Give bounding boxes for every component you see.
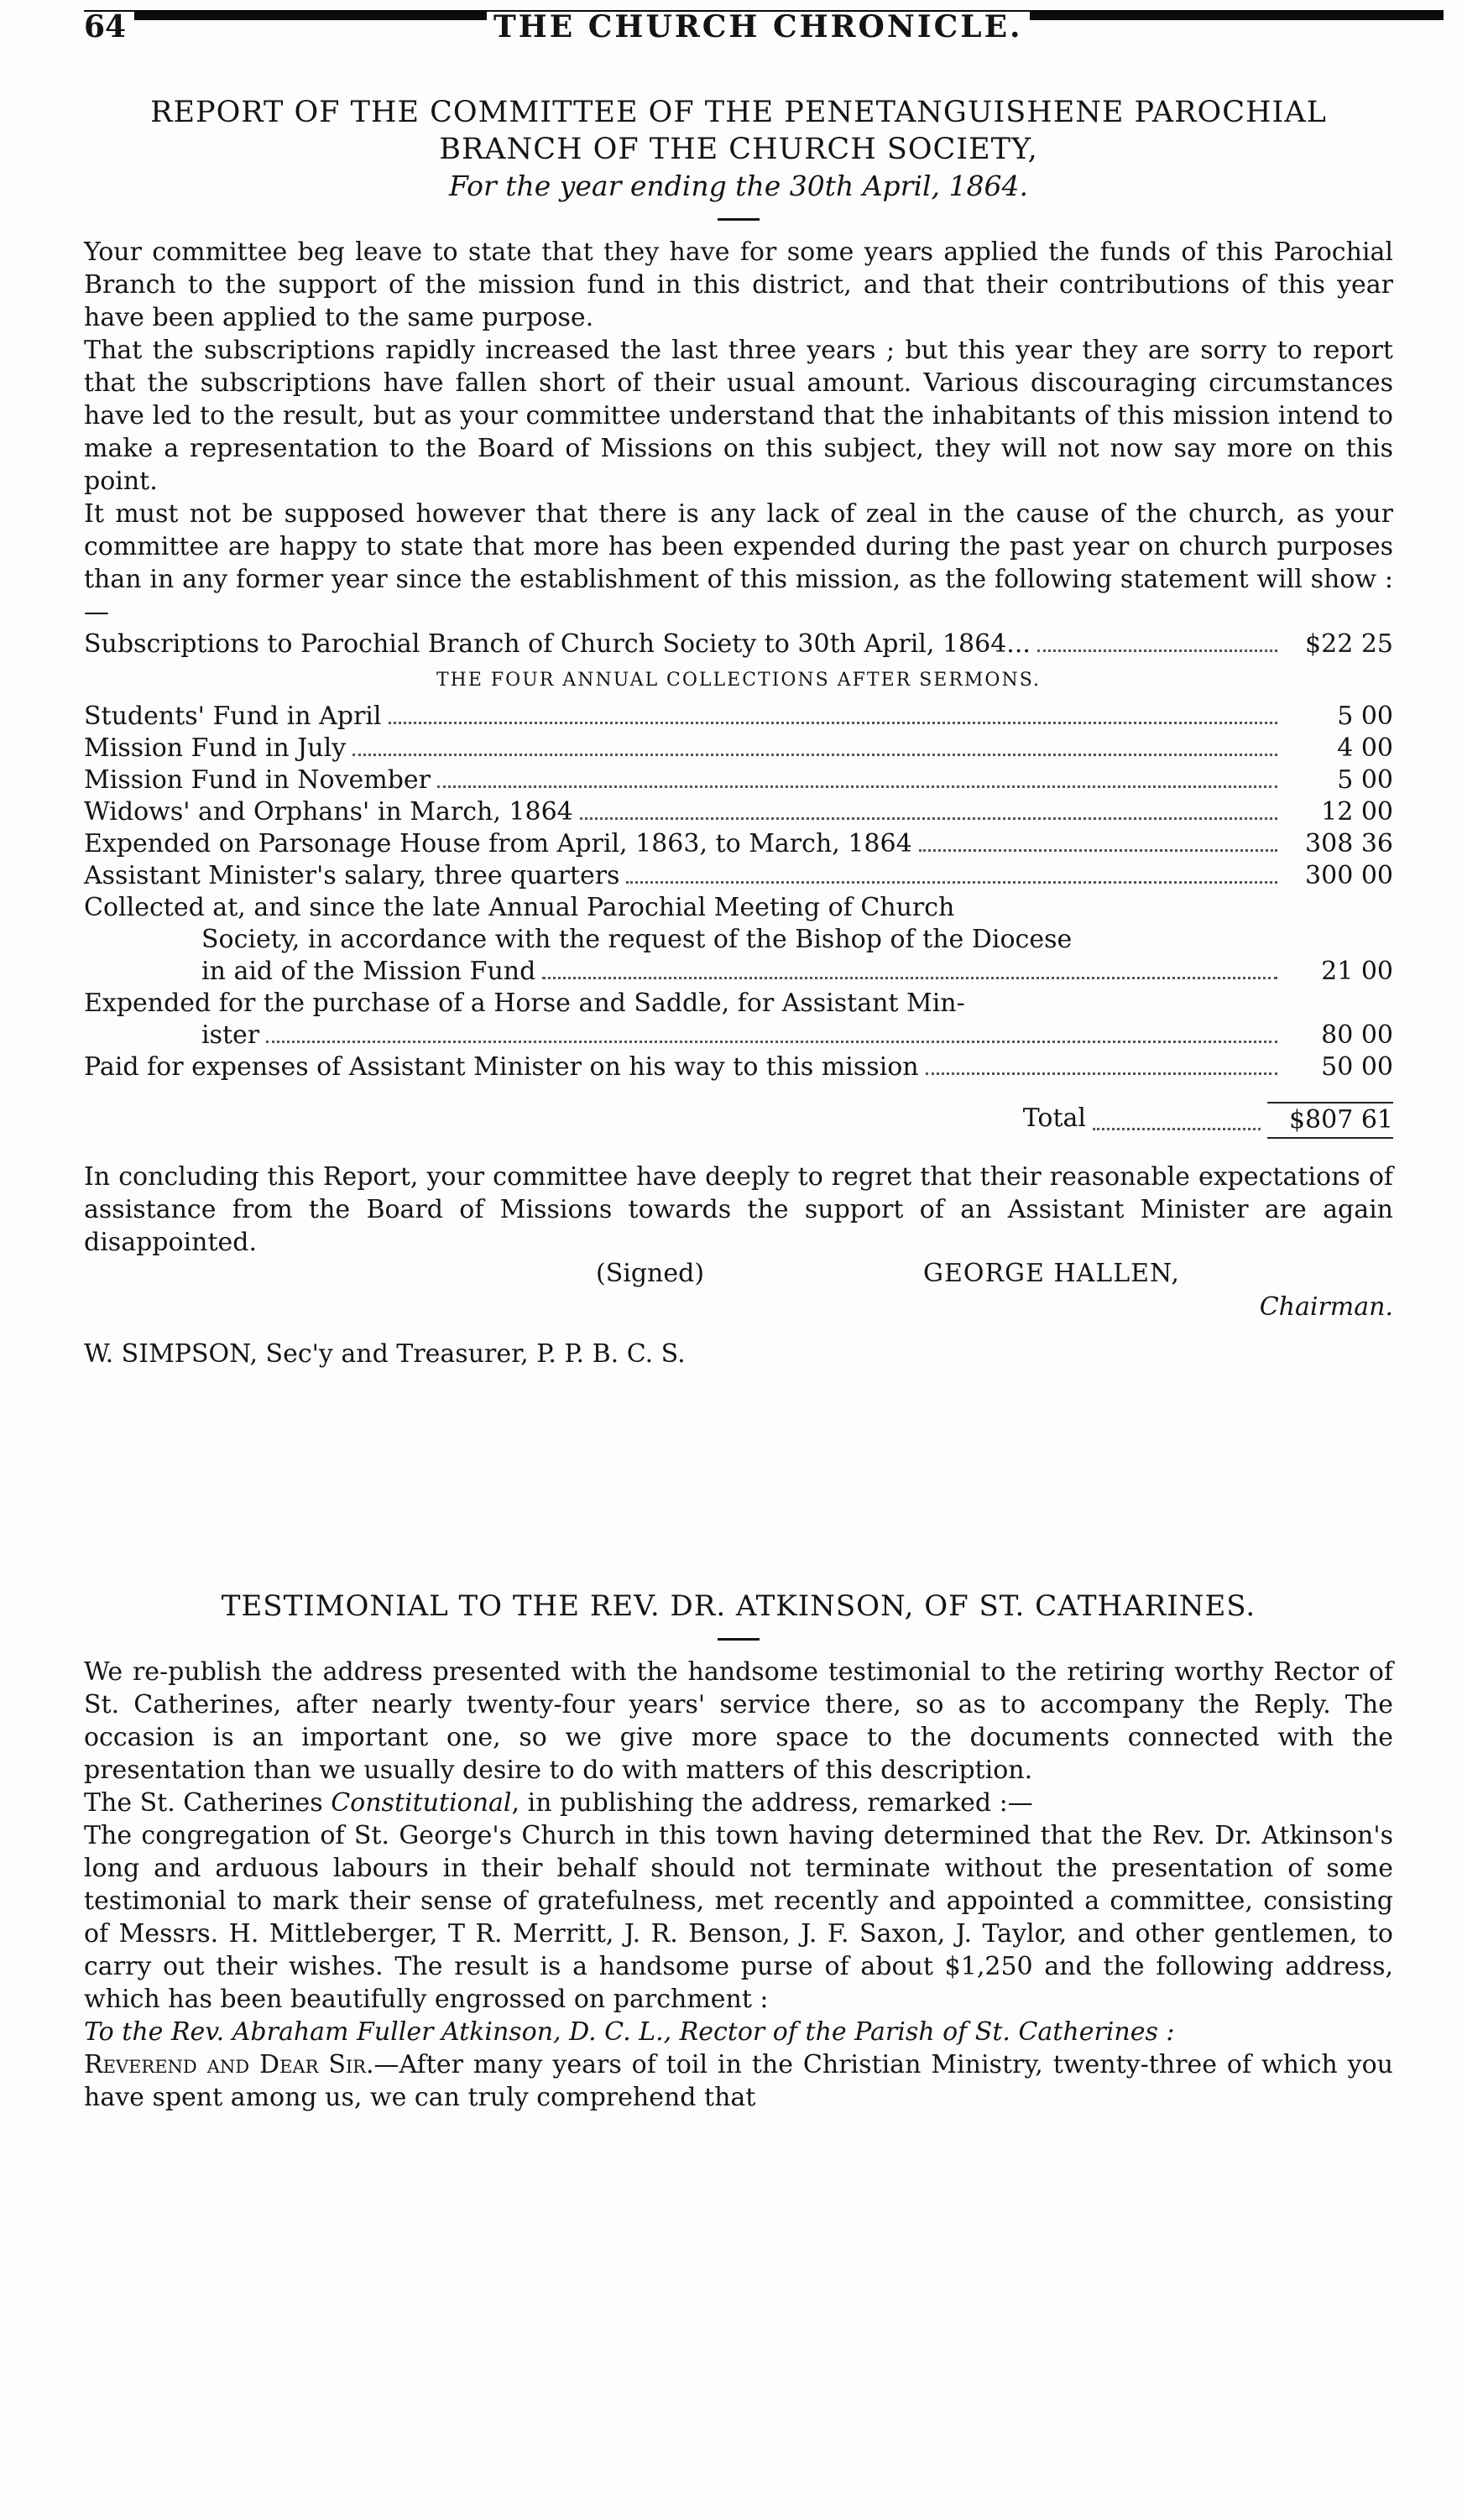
- divider-dash: [718, 218, 760, 221]
- testimonial-paragraph-3: The congregation of St. George's Church in this town having determined that the Rev. Dr. Atkinson's long and arduous labours in their behalf should not terminate without the presentation of some testimonial to mark their sense of gratefulness, met recently and appointed a committee, consisting of Messrs. H. Mittleberger, T R. Merritt, J. R. Benson, J. F. Saxon, J. Taylor, and other gentlemen, to carry out their wishes. The result is a handsome purse of about $1,250 and the following address, which has been beautifully engrossed on parchment :: [84, 1821, 1393, 2014]
- secretary-line: W. SIMPSON, Sec'y and Treasurer, P. P. B. C. S.: [84, 1339, 686, 1369]
- collections-caption: THE FOUR ANNUAL COLLECTIONS AFTER SERMONS.: [436, 670, 1041, 691]
- testimonial-section: [84, 1588, 1393, 2114]
- account-row-subscriptions: Subscriptions to Parochial Branch of Church Society to 30th April, 1864... $22 25: [84, 629, 1393, 659]
- newspaper-name: Constitutional: [331, 1788, 512, 1818]
- total-amount: $807 61: [1267, 1102, 1393, 1139]
- account-row: Students' Fund in April 5 00: [84, 702, 1393, 731]
- report-paragraph-3: It must not be supposed however that there is any lack of zeal in the cause of the church, as your committee are happy to state that more has been expended during the past year on church purposes than in any former year since the establishment of this mission, as the following statement will show :—: [84, 499, 1393, 627]
- page: [84, 0, 1393, 2520]
- account-row-expenses: Paid for expenses of Assistant Minister on his way to this mission 50 00: [84, 1052, 1393, 1082]
- testimonial-heading: TESTIMONIAL TO THE REV. DR. ATKINSON, OF ST. CATHARINES.: [221, 1589, 1256, 1623]
- testimonial-paragraph-1: We re-publish the address presented with the handsome testimonial to the retiring worthy Rector of St. Catherines, after nearly twenty-four years' service there, so as to accompany the Reply. The occasion is an important one, so we give more space to the documents connected with the presentation than we usually desire to do with matters of this description.: [84, 1657, 1393, 1785]
- account-row-horse-end: ister 80 00: [201, 1020, 1393, 1050]
- account-row-collected-end: in aid of the Mission Fund 21 00: [201, 957, 1393, 986]
- salutation: Reverend and Dear Sir.: [84, 2050, 374, 2079]
- account-row-horse: Expended for the purchase of a Horse and Saddle, for Assistant Min-: [84, 989, 965, 1018]
- report-section: [84, 94, 1393, 1385]
- page-number: 64: [84, 12, 134, 42]
- report-subheading: For the year ending the 30th April, 1864.: [448, 170, 1029, 202]
- testimonial-paragraph-2: The St. Catherines Constitutional, in publishing the address, remarked :—: [84, 1788, 1033, 1818]
- divider-dash: [718, 1638, 760, 1641]
- account-row: Assistant Minister's salary, three quarters 300 00: [84, 861, 1393, 890]
- account-row-collected: Collected at, and since the late Annual Parochial Meeting of Church: [84, 893, 955, 922]
- report-heading-line1: REPORT OF THE COMMITTEE OF THE PENETANGUISHENE PAROCHIAL: [150, 96, 1327, 129]
- masthead: [84, 3, 1393, 44]
- total-label: Total: [1022, 1103, 1086, 1133]
- account-row: Mission Fund in November 5 00: [84, 765, 1393, 795]
- accounts-statement: [84, 629, 1393, 1139]
- address-recipient: To the Rev. Abraham Fuller Atkinson, D. C. L., Rector of the Parish of St. Catherines :: [84, 2017, 1175, 2047]
- concluding-paragraph: In concluding this Report, your committee have deeply to regret that their reasonable expectations of assistance from the Board of Missions towards the support of an Assistant Minister are again disappointed.: [84, 1162, 1393, 1257]
- chairman-title: Chairman.: [1259, 1292, 1393, 1322]
- total-row: [84, 1102, 1393, 1139]
- report-paragraph-2: That the subscriptions rapidly increased the last three years ; but this year they are sorry to report that the subscriptions have fallen short of their usual amount. Various discouraging circumstances have led to the result, but as your committee understand that the inhabitants of this mission intend to make a representation to the Board of Missions on this subject, they will not now say more on this point.: [84, 336, 1393, 496]
- chairman-name: GEORGE HALLEN,: [923, 1259, 1180, 1288]
- signed-label: (Signed): [596, 1259, 705, 1288]
- account-row: Mission Fund in July 4 00: [84, 733, 1393, 763]
- report-heading-line2: BRANCH OF THE CHURCH SOCIETY,: [439, 133, 1038, 166]
- publication-title: THE CHURCH CHRONICLE.: [487, 12, 1030, 42]
- testimonial-paragraph-4: Reverend and Dear Sir.—After many years of toil in the Christian Ministry, twenty-three of which you have spent among us, we can truly comprehend that: [84, 2050, 1393, 2112]
- account-row-collected-cont: Society, in accordance with the request of the Bishop of the Diocese: [201, 925, 1073, 954]
- account-row: Widows' and Orphans' in March, 1864 12 00: [84, 797, 1393, 827]
- account-row: Expended on Parsonage House from April, 1863, to March, 1864 308 36: [84, 829, 1393, 858]
- signature-block: [84, 1259, 1393, 1385]
- report-paragraph-1: Your committee beg leave to state that they have for some years applied the funds of this Parochial Branch to the support of the mission fund in this district, and that their contributions of this year have been applied to the same purpose.: [84, 237, 1393, 332]
